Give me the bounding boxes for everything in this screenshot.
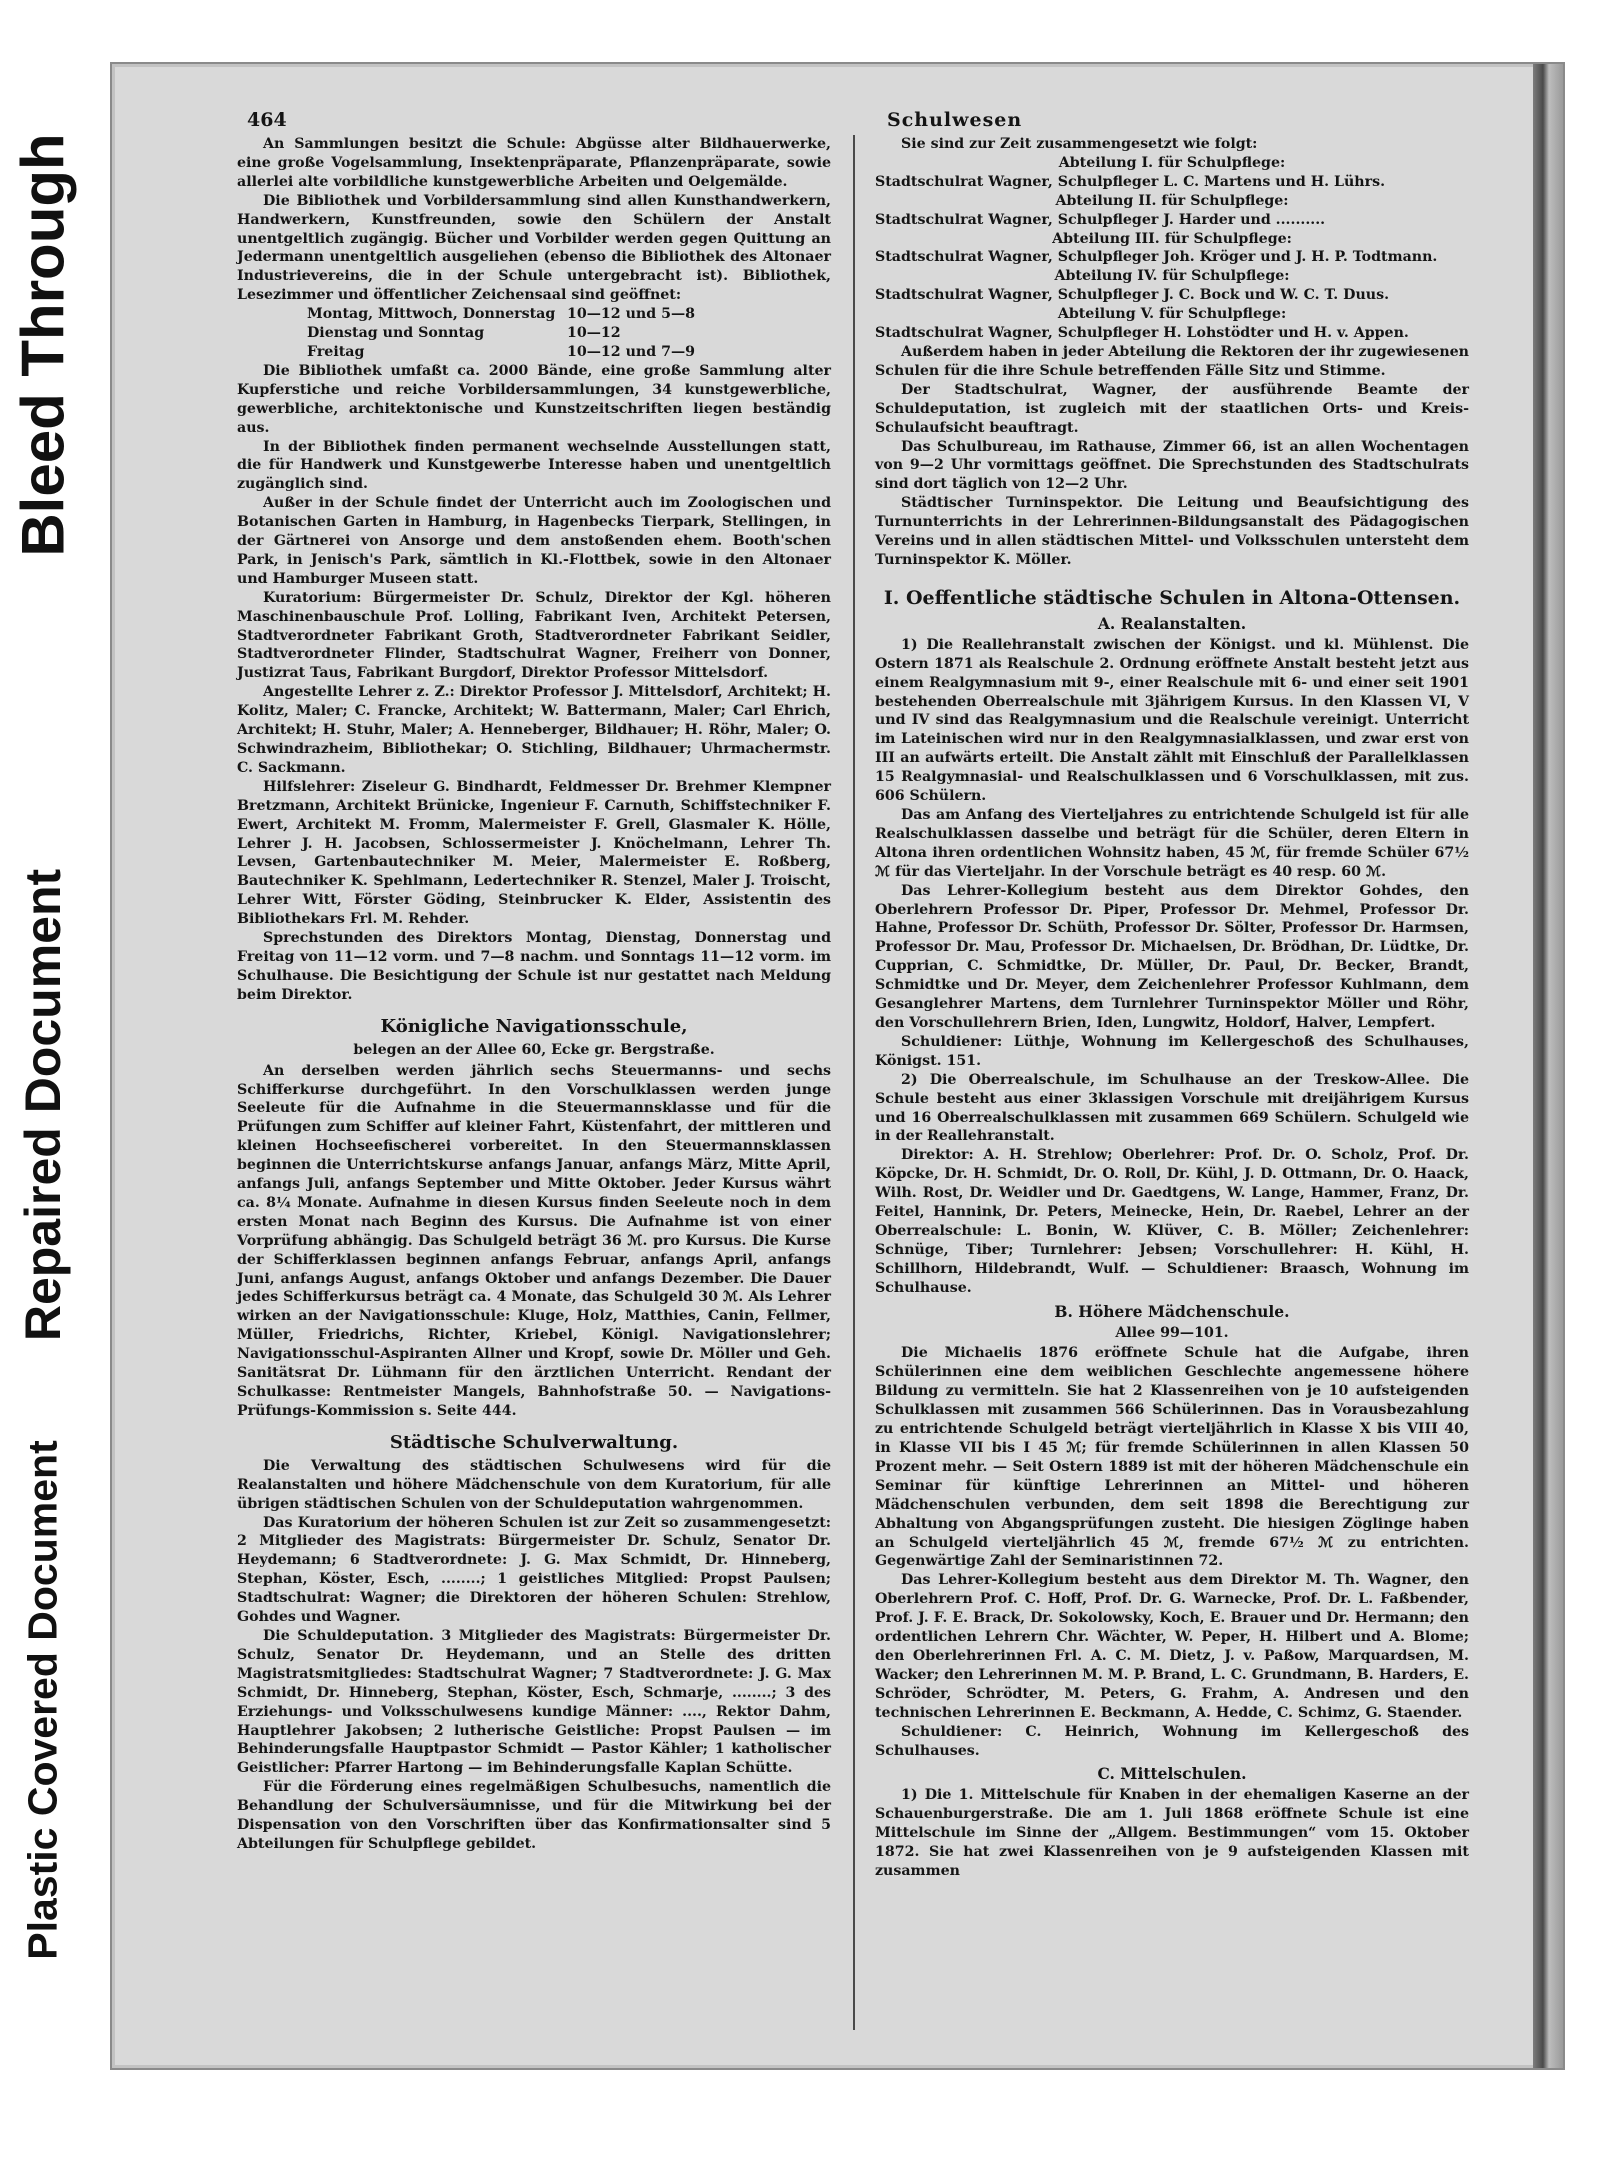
paragraph: Das am Anfang des Vierteljahres zu entrichtende Schulgeld ist für alle Realschulklassen dasselbe und beträgt für die Schüler, deren Eltern in Altona ihren ordentlichen Wohnsitz haben, 45 ℳ, für fremde Schüler 67½ ℳ für das Vierteljahr. In der Vorschule beträgt es 40 resp. 60 ℳ.	[875, 807, 1469, 880]
paragraph: Das Lehrer-Kollegium besteht aus dem Direktor M. Th. Wagner, den Oberlehrern Prof. C. Hoff, Prof. Dr. G. Warnecke, Prof. Dr. L. Faßbender, Prof. J. F. E. Brack, Dr. Sokolowsky, Koch, E. Brauer und Dr. Hermann; den ordentlichen Lehrern Chr. Wächter, W. Peper, H. Hilbert und A. Blome; den Oberlehrerinnen Frl. A. C. M. Dietz, J. v. Paßow, Marquardsen, M. Wacker; den Lehrerinnen M. M. P. Brand, L. C. Grundmann, B. Harders, E. Schröder, Schrödter, M. Peters, G. Frahm, A. Andresen und den technischen Lehrerinnen E. Beckmann, A. Hedde, C. Schimz, G. Staender.	[875, 1572, 1469, 1721]
schedule-day: Montag, Mittwoch, Donnerstag	[307, 306, 556, 323]
paragraph: Das Kuratorium der höheren Schulen ist zur Zeit so zusammengesetzt: 2 Mitglieder des Magistrats: Bürgermeister Dr. Schulz, Senator Dr. Heydemann; 6 Stadtverordnete: J. G. Max Schmidt, Dr. Hinneberg, Stephan, Köster, Esch, ........; 1 geistliches Mitglied: Propst Paulsen; Stadtschulrat: Wagner; die Direktoren der höheren Schulen: Strehlow, Gohdes und Wagner.	[237, 1514, 831, 1626]
label-bleed-through: Bleed Through	[9, 133, 77, 557]
section-subheading: Allee 99—101.	[1115, 1324, 1229, 1341]
paragraph: Für die Förderung eines regelmäßigen Schulbesuchs, namentlich die Behandlung der Schulversäumnisse, und für die Mitwirkung bei der Dispensation von den Vorschriften über das Konfirmationsalter sind 5 Abteilungen für Schulpflege gebildet.	[237, 1779, 831, 1852]
paragraph: Stadtschulrat Wagner, Schulpfleger J. C. Bock und W. C. T. Duus.	[875, 287, 1390, 304]
paragraph: Kuratorium: Bürgermeister Dr. Schulz, Direktor der Kgl. höheren Maschinenbauschule Prof. Lolling, Fabrikant Iven, Architekt Petersen, Stadtverordneter Fabrikant Groth, Stadtverordneter Fabrikant Seidler, Stadtverordneter Flinder, Stadtschulrat Wagner, Freiherr von Donner, Justizrat Taus, Fabrikant Burgdorf, Direktor Professor Mittelsdorf.	[237, 589, 831, 682]
section-subheading: belegen an der Allee 60, Ecke gr. Bergstraße.	[353, 1041, 715, 1058]
opening-hours	[307, 305, 831, 362]
column-rule	[853, 135, 855, 2030]
paragraph: 1) Die Reallehranstalt zwischen der Königst. und kl. Mühlenst. Die Ostern 1871 als Realschule 2. Ordnung eröffnete Anstalt besteht jetzt aus einem Realgymnasium mit 9-, einer Realschule mit 6- und einer seit 1901 bestehenden Oberrealschule mit 3jährigem Kursus. In den Klassen VI, V und IV sind das Realgymnasium und die Realschule vereinigt. Unterricht im Lateinischen wird nur in den Realgymnasialklassen, und zwar erst von III an aufwärts erteilt. Die Anstalt zählt mit Einschluß der Parallelklassen 15 Realgymnasial- und Realschulklassen und 6 Vorschulklassen, mit zus. 606 Schülern.	[875, 636, 1469, 805]
label-plastic-covered-document: Plastic Covered Document	[19, 1440, 66, 1960]
department-heading: Abteilung I. für Schulpflege:	[1058, 154, 1286, 171]
paragraph: Das Schulbureau, im Rathause, Zimmer 66, ist an allen Wochentagen von 9—2 Uhr vormittags geöffnet. Die Sprechstunden des Stadtschulrats sind dort täglich von 12—2 Uhr.	[875, 438, 1469, 493]
paragraph: Schuldiener: C. Heinrich, Wohnung im Kellergeschoß des Schulhauses.	[875, 1723, 1469, 1759]
paragraph: Sprechstunden des Direktors Montag, Dienstag, Donnerstag und Freitag von 11—12 vorm. und 7—8 nachm. und Sonntags 11—12 vorm. im Schulhause. Die Besichtigung der Schule ist nur gestattet nach Meldung beim Direktor.	[237, 930, 831, 1003]
paragraph: An Sammlungen besitzt die Schule: Abgüsse alter Bildhauerwerke, eine große Vogelsammlung, Insektenpräparate, Pflanzenpräparate, sowie allerlei alte vorbildliche kunstgewerbliche Arbeiten und Oelgemälde.	[237, 136, 831, 190]
paragraph: Städtischer Turninspektor. Die Leitung und Beaufsichtigung des Turnunterrichts in der Lehrerinnen-Bildungsanstalt des Pädagogischen Vereins und in allen städtischen Mittel- und Volksschulen untersteht dem Turninspektor K. Möller.	[875, 495, 1469, 568]
department-heading: Abteilung V. für Schulpflege:	[1057, 306, 1287, 323]
right-column	[875, 135, 1469, 1881]
paragraph: Sie sind zur Zeit zusammengesetzt wie folgt:	[901, 136, 1258, 152]
book-spine	[1533, 64, 1563, 2068]
paragraph: Direktor: A. H. Strehlow; Oberlehrer: Prof. Dr. O. Scholz, Prof. Dr. Köpcke, Dr. H. Schmidt, Dr. O. Roll, Dr. Kühl, J. D. Ottmann, Dr. O. Haack, Wilh. Rost, Dr. Weidler und Dr. Gaedtgens, W. Lange, Hammer, Franz, Dr. Feitel, Hannink, Dr. Peters, Meinecke, Hein, Dr. Raebel, Lehrer an der Oberrealschule: L. Bonin, W. Klüver, C. B. Möller; Zeichenlehrer: Schnüge, Tiber; Turnlehrer: Jebsen; Vorschullehrer: H. Kühl, H. Schillhorn, Hildebrandt, Wulf. — Schuldiener: Braasch, Wohnung im Schulhause.	[875, 1147, 1469, 1296]
paragraph: Das Lehrer-Kollegium besteht aus dem Direktor Gohdes, den Oberlehrern Professor Dr. Piper, Professor Dr. Mehmel, Professor Dr. Hahne, Professor Dr. Schüth, Professor Dr. Sölter, Professor Dr. Harmsen, Professor Dr. Mau, Professor Dr. Michaelsen, Dr. Brödhan, Dr. Lüdtke, Dr. Cupprian, C. Schmidtke, Dr. Müller, Dr. Paul, Dr. Becker, Brandt, Schmidtke und Dr. Meyer, dem Zeichenlehrer Professor Kuhlmann, dem Gesanglehrer Martens, dem Turnlehrer Turninspektor Möller und Röhr, den Vorschullehrern Brien, Iden, Lungwitz, Holdorf, Halver, Lempfert.	[875, 882, 1469, 1031]
paragraph: In der Bibliothek finden permanent wechselnde Ausstellungen statt, die für Handwerk und Kunstgewerbe Interesse haben und unentgeltlich zugänglich sind.	[237, 438, 831, 493]
page-header	[237, 105, 1495, 135]
paragraph: Angestellte Lehrer z. Z.: Direktor Professor J. Mittelsdorf, Architekt; H. Kolitz, Maler; C. Francke, Architekt; W. Battermann, Maler; Carl Ehrich, Architekt; H. Stuhr, Maler; A. Henneberger, Bildhauer; H. Röhr, Maler; O. Schwindrazheim, Bibliothekar; O. Stichling, Bildhauer; Uhrmachermstr. C. Sackmann.	[237, 684, 831, 776]
side-labels	[0, 0, 86, 2177]
schedule-row	[307, 343, 831, 362]
paragraph: Hilfslehrer: Ziseleur G. Bindhardt, Feldmesser Dr. Brehmer Klempner Bretzmann, Architekt Brünicke, Ingenieur F. Carnuth, Schiffstechniker F. Ewert, Architekt M. Fromm, Malermeister F. Grell, Glasmaler K. Hölle, Lehrer J. H. Jacobsen, Schlossermeister J. Knöchelmann, Lehrer Th. Levsen, Gartenbautechniker M. Meier, Malermeister E. Roßberg, Bautechniker K. Spehlmann, Ledertechniker R. Stenzel, Maler J. Troischt, Lehrer Witt, Förster Göding, Steinbrucker K. Elder, Assistentin des Bibliothekars Frl. M. Rehder.	[237, 778, 831, 928]
running-head: Schulwesen	[887, 109, 1023, 131]
schedule-time: 10—12 und 7—9	[567, 343, 696, 360]
schedule-day: Freitag	[307, 343, 365, 360]
paragraph: Stadtschulrat Wagner, Schulpfleger J. Harder und ..........	[875, 211, 1326, 228]
paragraph: An derselben werden jährlich sechs Steuermanns- und sechs Schifferkurse durchgeführt. In den Vorschulklassen werden junge Seeleute für die Aufnahme in die Steuermannsklasse und für die Prüfungen zum Schiffer auf kleiner Fahrt, Küstenfahrt, der mittleren und kleinen Hochseefischerei vorbereitet. In den Steuermannsklassen beginnen die Unterrichtskurse anfangs Januar, anfangs März, Mitte April, anfangs Juli, anfangs September und Mitte Oktober. Jeder Kursus währt ca. 8¼ Monate. Aufnahme in diesen Kursus finden Seeleute noch in dem ersten Monat nach Beginn des Kursus. Die Aufnahme ist von einer Vorprüfung abhängig. Das Schulgeld beträgt 36 ℳ. pro Kursus. Die Kurse der Schifferklassen beginnen anfangs Februar, anfangs April, anfangs Juni, anfangs August, anfangs Oktober und anfangs Dezember. Die Dauer jedes Schifferkursus beträgt ca. 4 Monate, das Schulgeld 30 ℳ. Als Lehrer wirken an der Navigationsschule: Kluge, Holz, Matthies, Canin, Fellmer, Müller, Friedrichs, Richter, Kriebel, Königl. Navigationslehrer; Navigationsschul-Aspiranten Allner und Kropf, sowie Dr. Möller und Geh. Sanitätsrat Dr. Lühmann für den ärztlichen Unterricht. Rendant der Schulkasse: Rentmeister Mangels, Bahnhofstraße 50. — Navigations-Prüfungs-Kommission s. Seite 444.	[237, 1062, 831, 1419]
text-columns	[237, 135, 1495, 2025]
section-heading: C. Mittelschulen.	[1097, 1764, 1247, 1784]
section-heading: Städtische Schulverwaltung.	[389, 1431, 679, 1453]
paper-sheet	[115, 67, 1535, 2065]
paragraph: Außerdem haben in jeder Abteilung die Rektoren der ihr zugewiesenen Schulen für die ihre Schule betreffenden Fälle Sitz und Stimme.	[875, 343, 1469, 379]
section-heading: B. Höhere Mädchenschule.	[1054, 1301, 1290, 1321]
paragraph: Stadtschulrat Wagner, Schulpfleger H. Lohstödter und H. v. Appen.	[875, 325, 1409, 342]
paragraph: Schuldiener: Lüthje, Wohnung im Kellergeschoß des Schulhauses, Königst. 151.	[875, 1033, 1469, 1069]
paragraph: Die Michaelis 1876 eröffnete Schule hat die Aufgabe, ihren Schülerinnen eine dem weiblichen Geschlechte angemessene höhere Bildung zu vermitteln. Sie hat 2 Klassenreihen von je 10 aufsteigenden Schulklassen mit zusammen 566 Schülerinnen. Das in Vorausbezahlung zu entrichtende Schulgeld beträgt vierteljährlich in Klasse X bis VIII 40, in Klasse VII bis I 45 ℳ; für fremde Schülerinnen in allen Klassen 50 Prozent mehr. — Seit Ostern 1889 ist mit der höheren Mädchenschule ein Seminar für künftige Lehrerinnen an Mittel- und höheren Mädchenschulen verbunden, dem seit 1898 die Berechtigung zur Abhaltung von Abgangsprüfungen zusteht. Die hiesigen Zöglinge haben an Schulgeld vierteljährlich 45 ℳ, fremde 67½ ℳ zu entrichten. Gegenwärtige Zahl der Seminaristinnen 72.	[875, 1345, 1469, 1570]
paragraph: 1) Die 1. Mittelschule für Knaben in der ehemaligen Kaserne an der Schauenburgerstraße. Die am 1. Juli 1868 eröffnete Schule ist eine Mittelschule im Sinne der „Allgem. Bestimmungen“ vom 15. Oktober 1872. Sie hat zwei Klassenreihen von je 9 aufsteigenden Klassen mit zusammen	[875, 1787, 1469, 1880]
schedule-row	[307, 324, 831, 343]
label-repaired-document: Repaired Document	[15, 868, 71, 1342]
left-column	[237, 135, 831, 1854]
department-heading: Abteilung IV. für Schulpflege:	[1054, 268, 1290, 285]
paragraph: Außer in der Schule findet der Unterricht auch im Zoologischen und Botanischen Garten in Hamburg, in Hagenbecks Tierpark, Stellingen, in der Gärtnerei von Ansorge und dem anstoßenden ehem. Booth'schen Park, in Jenisch's Park, sämtlich in Kl.-Flottbek, sowie in den Altonaer und Hamburger Museen statt.	[237, 495, 831, 587]
scanned-page	[110, 62, 1565, 2070]
schedule-time: 10—12 und 5—8	[567, 306, 696, 323]
schedule-row	[307, 305, 831, 324]
paragraph: Die Bibliothek umfaßt ca. 2000 Bände, eine große Sammlung alter Kupferstiche und reiche Vorbildersammlungen, 34 kunstgewerbliche, gewerbliche, architektonische und Kunstzeitschriften liegen beständig aus.	[237, 362, 831, 436]
paragraph: Die Verwaltung des städtischen Schulwesens wird für die Realanstalten und höhere Mädchenschule von dem Kuratorium, für alle übrigen städtischen Schulen von der Schuldeputation wahrgenommen.	[237, 1457, 831, 1512]
section-heading: A. Realanstalten.	[1097, 613, 1247, 633]
paragraph: Stadtschulrat Wagner, Schulpfleger Joh. Kröger und J. H. P. Todtmann.	[875, 249, 1438, 266]
schedule-day: Dienstag und Sonntag	[307, 325, 485, 342]
main-heading: I. Oeffentliche städtische Schulen in Altona-Ottensen.	[883, 586, 1461, 609]
schedule-time: 10—12	[567, 325, 621, 342]
page-number: 464	[247, 109, 287, 131]
section-heading: Königliche Navigationsschule,	[380, 1015, 688, 1037]
paragraph: Die Schuldeputation. 3 Mitglieder des Magistrats: Bürgermeister Dr. Schulz, Senator Dr. Heydemann, und an Stelle des dritten Magistratsmitgliedes: Stadtschulrat Wagner; 7 Stadtverordnete: J. G. Max Schmidt, Dr. Hinneberg, Stephan, Köster, Esch, Schmarje, ........; 3 des Erziehungs- und Volksschulwesens kundige Männer: ...., Rektor Dahm, Hauptlehrer Jakobsen; 2 lutherische Geistliche: Propst Paulsen — im Behinderungsfalle Hauptpastor Schmidt — Pastor Kähler; 1 katholischer Geistlicher: Pfarrer Hartong — im Behinderungsfalle Kaplan Schütte.	[237, 1627, 831, 1777]
paragraph: Stadtschulrat Wagner, Schulpfleger L. C. Martens und H. Lührs.	[875, 173, 1386, 190]
department-heading: Abteilung III. für Schulpflege:	[1052, 230, 1292, 247]
paragraph: Der Stadtschulrat, Wagner, der ausführende Beamte der Schuldeputation, ist zugleich mit der staatlichen Orts- und Kreis-Schulaufsicht beauftragt.	[875, 381, 1469, 436]
paragraph: 2) Die Oberrealschule, im Schulhause an der Treskow-Allee. Die Schule besteht aus einer 3klassigen Vorschule mit dreijährigem Kursus und 16 Oberrealschulklassen mit zusammen 669 Schülern. Schulgeld wie in der Reallehranstalt.	[875, 1071, 1469, 1145]
paragraph: Die Bibliothek und Vorbildersammlung sind allen Kunsthandwerkern, Handwerkern, Kunstfreunden, sowie den Schülern der Anstalt unentgeltlich zugängig. Bücher und Vorbilder werden gegen Quittung an Jedermann unentgeltlich ausgeliehen (ebenso die Bibliothek des Altonaer Industrievereins, die in der Schule untergebracht ist). Bibliothek, Lesezimmer und öffentlicher Zeichensaal sind geöffnet:	[237, 192, 831, 304]
department-heading: Abteilung II. für Schulpflege:	[1055, 192, 1289, 209]
